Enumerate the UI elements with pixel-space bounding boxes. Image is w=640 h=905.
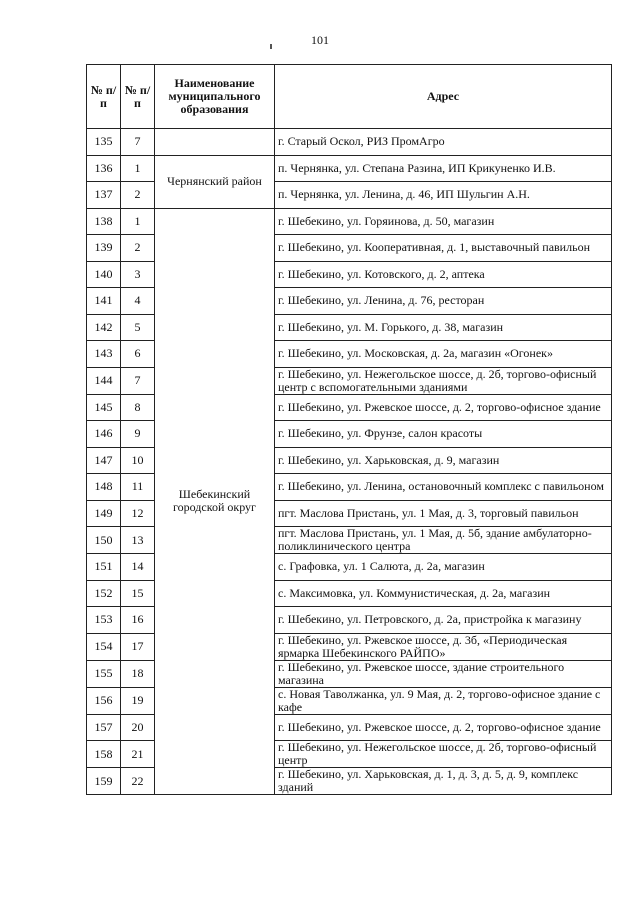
row-number-local: 11: [121, 474, 155, 501]
addresses-table: [86, 64, 612, 795]
municipality-cell: [155, 129, 275, 156]
header-municipality: Наименование муниципального образования: [155, 65, 275, 129]
row-number-total: 157: [87, 714, 121, 741]
address-cell: с. Графовка, ул. 1 Салюта, д. 2а, магазин: [275, 554, 612, 581]
row-number-local: 8: [121, 394, 155, 421]
row-number-local: 15: [121, 580, 155, 607]
row-number-total: 154: [87, 633, 121, 660]
row-number-local: 18: [121, 660, 155, 687]
row-number-local: 20: [121, 714, 155, 741]
row-number-local: 13: [121, 527, 155, 554]
row-number-local: 7: [121, 129, 155, 156]
header-address: Адрес: [275, 65, 612, 129]
address-cell: г. Шебекино, ул. Ржевское шоссе, д. 3б, «Периодическая ярмарка Шебекинского РАЙПО»: [275, 633, 612, 660]
address-cell: г. Шебекино, ул. Ленина, остановочный комплекс с павильоном: [275, 474, 612, 501]
row-number-local: 2: [121, 235, 155, 262]
address-cell: г. Шебекино, ул. Ржевское шоссе, здание строительного магазина: [275, 660, 612, 687]
table-row: [87, 155, 612, 182]
scan-speck: [270, 44, 272, 49]
table-header-row: [87, 65, 612, 129]
row-number-local: 3: [121, 261, 155, 288]
municipality-cell: Шебекинский городской округ: [155, 208, 275, 795]
row-number-total: 150: [87, 527, 121, 554]
address-cell: г. Шебекино, ул. Московская, д. 2а, магазин «Огонек»: [275, 341, 612, 368]
table-body: [87, 129, 612, 795]
row-number-total: 152: [87, 580, 121, 607]
header-number-local: № п/п: [121, 65, 155, 129]
row-number-local: 7: [121, 367, 155, 394]
address-cell: г. Шебекино, ул. Котовского, д. 2, аптека: [275, 261, 612, 288]
row-number-local: 1: [121, 155, 155, 182]
address-cell: г. Шебекино, ул. Ржевское шоссе, д. 2, торгово-офисное здание: [275, 714, 612, 741]
address-cell: г. Шебекино, ул. Фрунзе, салон красоты: [275, 421, 612, 448]
table-row: [87, 208, 612, 235]
row-number-local: 6: [121, 341, 155, 368]
row-number-local: 10: [121, 447, 155, 474]
address-cell: с. Новая Таволжанка, ул. 9 Мая, д. 2, торгово-офисное здание с кафе: [275, 687, 612, 714]
address-cell: г. Шебекино, ул. Горяинова, д. 50, магазин: [275, 208, 612, 235]
address-cell: г. Шебекино, ул. Ленина, д. 76, ресторан: [275, 288, 612, 315]
address-cell: г. Шебекино, ул. Нежегольское шоссе, д. 2б, торгово-офисный центр с вспомогательными зданиями: [275, 367, 612, 394]
address-cell: г. Шебекино, ул. Нежегольское шоссе, д. 2б, торгово-офисный центр: [275, 741, 612, 768]
row-number-local: 4: [121, 288, 155, 315]
address-cell: г. Шебекино, ул. Харьковская, д. 1, д. 3, д. 5, д. 9, комплекс зданий: [275, 768, 612, 795]
row-number-total: 147: [87, 447, 121, 474]
row-number-total: 145: [87, 394, 121, 421]
row-number-total: 148: [87, 474, 121, 501]
address-cell: г. Старый Оскол, РИЗ ПромАгро: [275, 129, 612, 156]
address-cell: г. Шебекино, ул. Петровского, д. 2а, пристройка к магазину: [275, 607, 612, 634]
row-number-total: 146: [87, 421, 121, 448]
row-number-local: 16: [121, 607, 155, 634]
row-number-local: 5: [121, 314, 155, 341]
row-number-total: 135: [87, 129, 121, 156]
address-cell: п. Чернянка, ул. Степана Разина, ИП Крикуненко И.В.: [275, 155, 612, 182]
row-number-local: 19: [121, 687, 155, 714]
row-number-total: 143: [87, 341, 121, 368]
row-number-total: 156: [87, 687, 121, 714]
address-cell: пгт. Маслова Пристань, ул. 1 Мая, д. 5б, здание амбулаторно-поликлинического центра: [275, 527, 612, 554]
row-number-total: 144: [87, 367, 121, 394]
row-number-local: 1: [121, 208, 155, 235]
row-number-local: 12: [121, 500, 155, 527]
row-number-total: 149: [87, 500, 121, 527]
page-number: 101: [311, 33, 329, 47]
address-cell: п. Чернянка, ул. Ленина, д. 46, ИП Шульгин А.Н.: [275, 182, 612, 209]
address-cell: г. Шебекино, ул. М. Горького, д. 38, магазин: [275, 314, 612, 341]
header-number-total: № п/п: [87, 65, 121, 129]
row-number-total: 138: [87, 208, 121, 235]
row-number-total: 136: [87, 155, 121, 182]
row-number-total: 142: [87, 314, 121, 341]
address-cell: г. Шебекино, ул. Харьковская, д. 9, магазин: [275, 447, 612, 474]
row-number-total: 159: [87, 768, 121, 795]
row-number-local: 2: [121, 182, 155, 209]
table-row: [87, 129, 612, 156]
address-cell: пгт. Маслова Пристань, ул. 1 Мая, д. 3, торговый павильон: [275, 500, 612, 527]
row-number-local: 9: [121, 421, 155, 448]
row-number-total: 153: [87, 607, 121, 634]
row-number-local: 21: [121, 741, 155, 768]
row-number-total: 158: [87, 741, 121, 768]
row-number-local: 22: [121, 768, 155, 795]
row-number-local: 17: [121, 633, 155, 660]
address-cell: г. Шебекино, ул. Кооперативная, д. 1, выставочный павильон: [275, 235, 612, 262]
municipality-cell: Чернянский район: [155, 155, 275, 208]
row-number-total: 140: [87, 261, 121, 288]
row-number-total: 151: [87, 554, 121, 581]
row-number-total: 139: [87, 235, 121, 262]
address-cell: г. Шебекино, ул. Ржевское шоссе, д. 2, торгово-офисное здание: [275, 394, 612, 421]
address-cell: с. Максимовка, ул. Коммунистическая, д. 2а, магазин: [275, 580, 612, 607]
row-number-total: 141: [87, 288, 121, 315]
row-number-total: 137: [87, 182, 121, 209]
row-number-total: 155: [87, 660, 121, 687]
row-number-local: 14: [121, 554, 155, 581]
